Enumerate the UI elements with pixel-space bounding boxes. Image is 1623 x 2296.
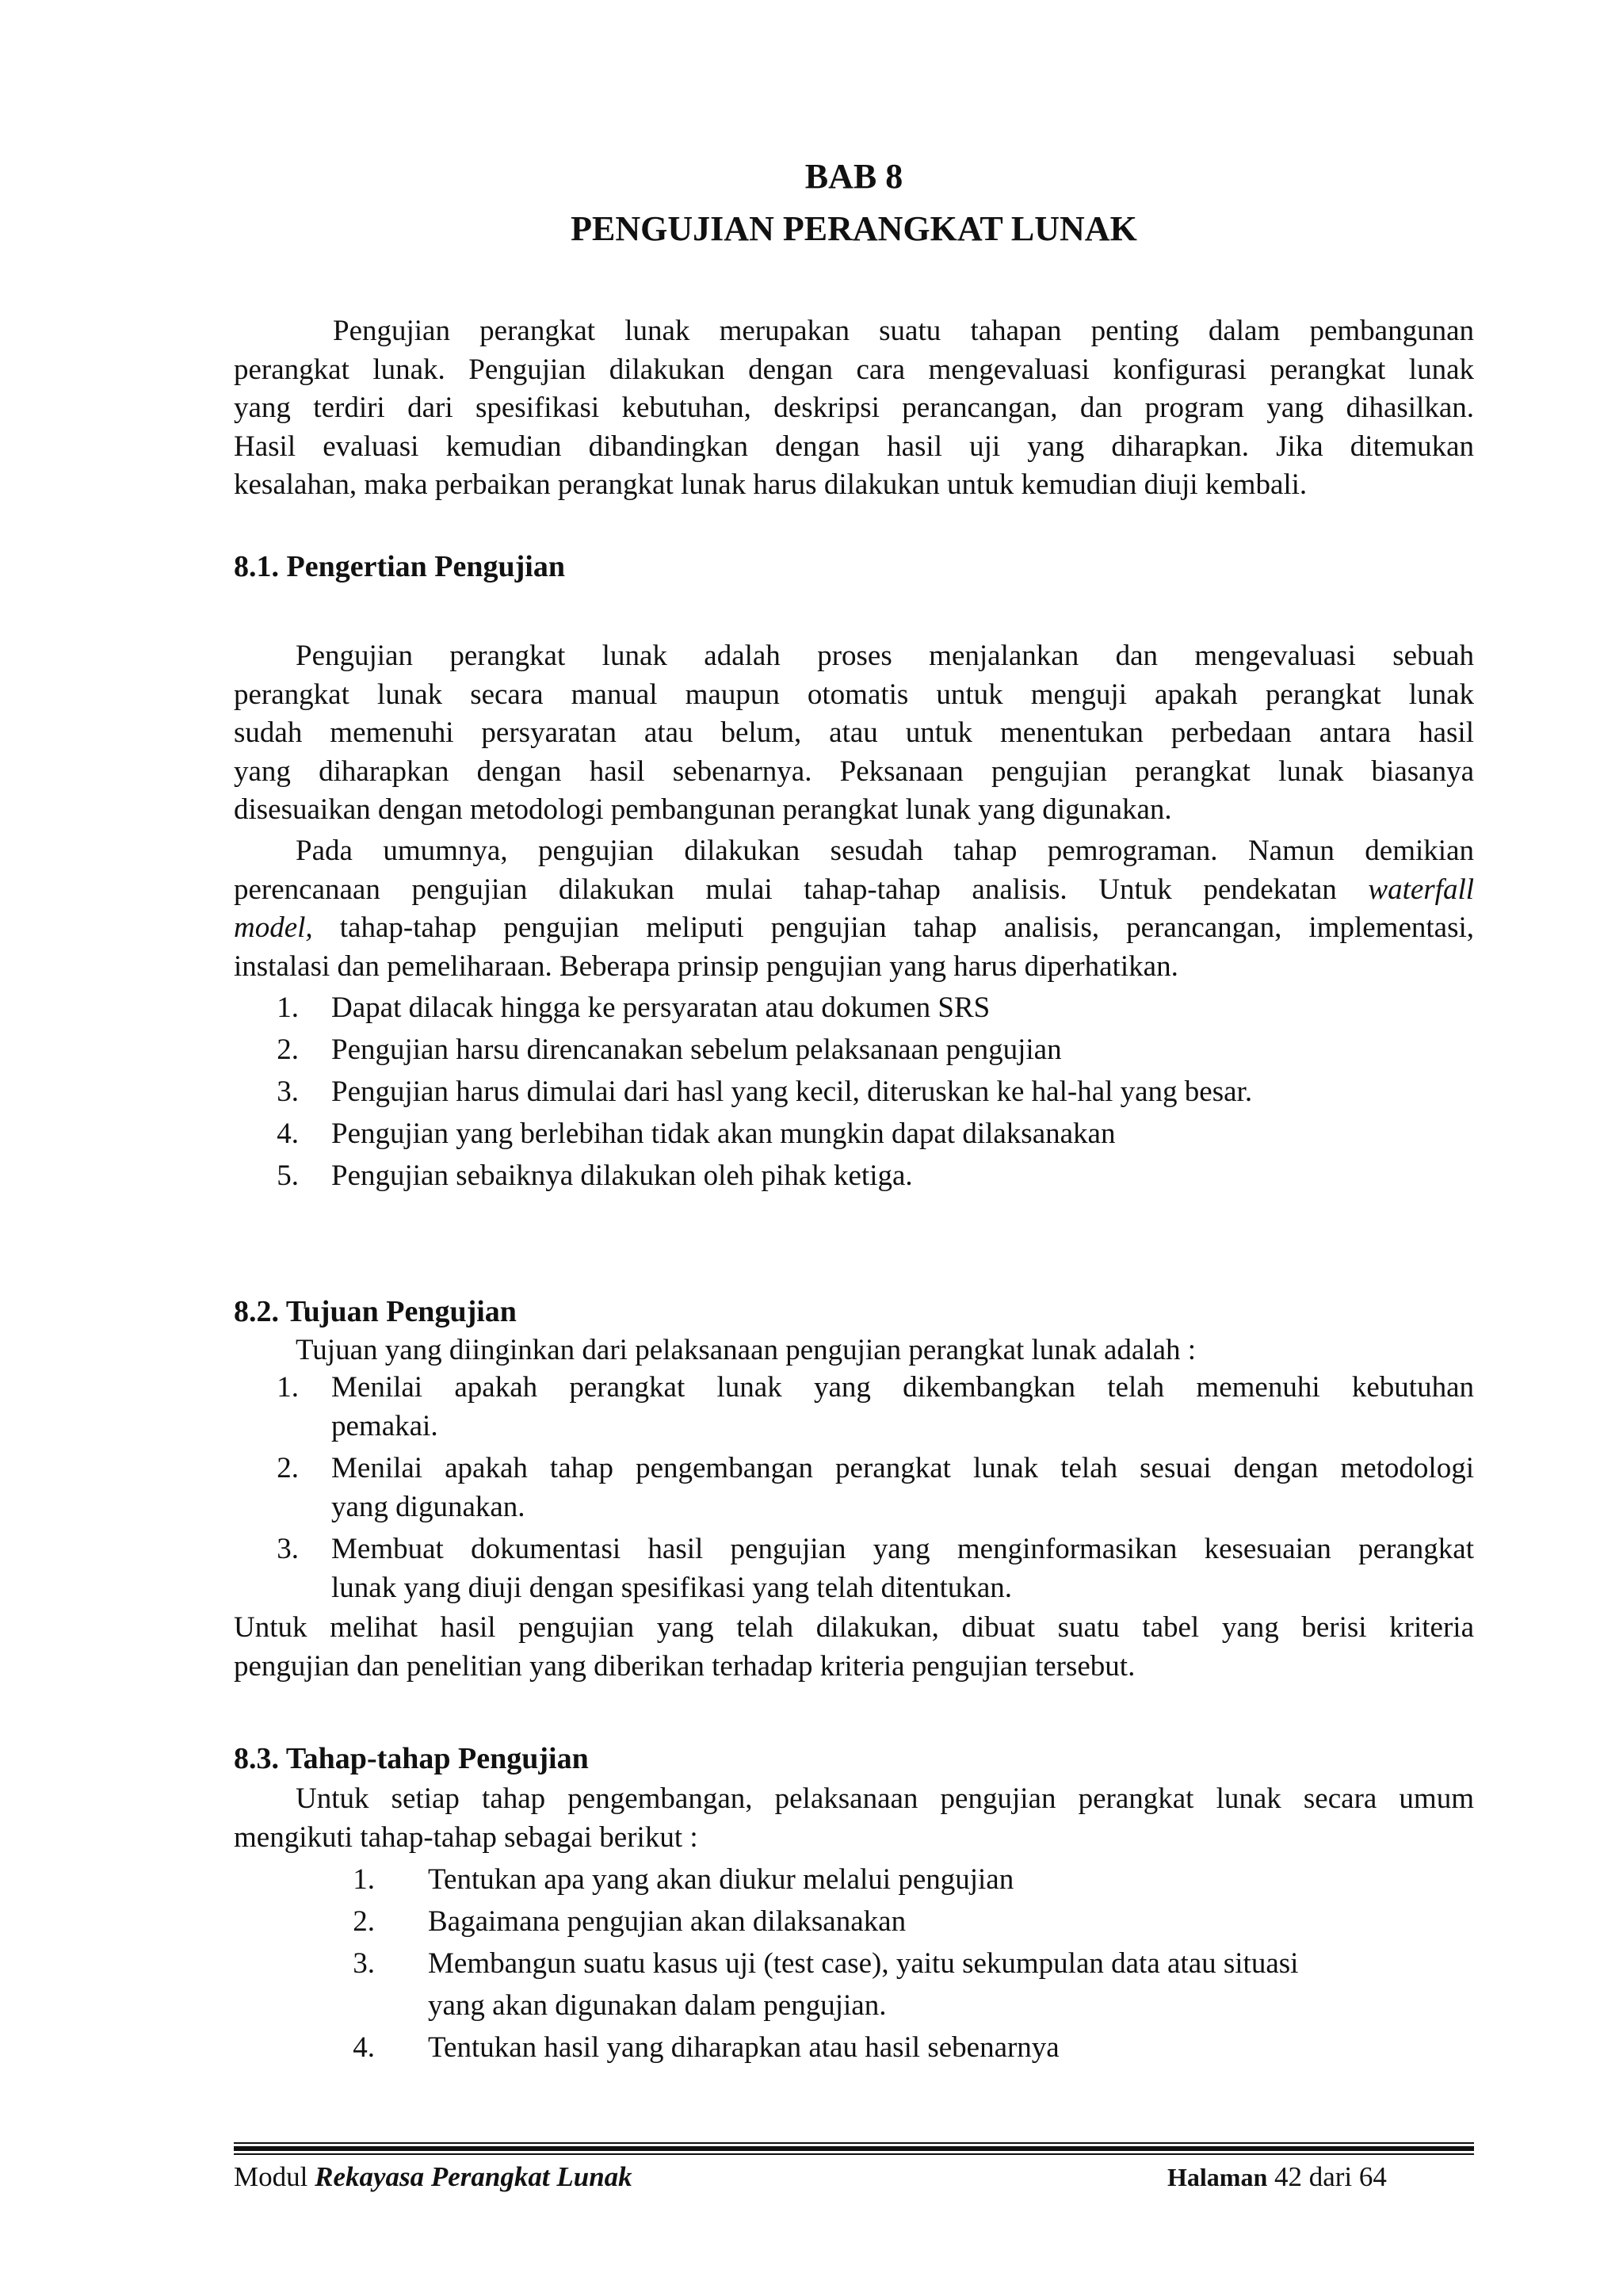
list-number: 4. [277, 1117, 299, 1150]
list-item [234, 1071, 1474, 1113]
text-line: Untuk melihat hasil pengujian yang telah dilakukan, dibuat suatu tabel yang berisi kriteria [234, 1611, 1474, 1644]
text-segment: perencanaan pengujian dilakukan mulai tahap-tahap analisis. Untuk pendekatan [234, 873, 1337, 906]
document-page [234, 0, 1474, 2296]
section-8-1-paragraph-1 [234, 637, 1474, 830]
list-number: 3. [277, 1075, 299, 1108]
list-number: 2. [353, 1905, 375, 1938]
list-text [331, 1450, 1474, 1526]
section-heading-8-3: 8.3. Tahap-tahap Pengujian [234, 1742, 589, 1775]
text-line: pengujian dan penelitian yang diberikan terhadap kriteria pengujian tersebut. [234, 1649, 1136, 1683]
list-number: 3. [353, 1947, 375, 1980]
text-line: instalasi dan pemeliharaan. Beberapa prinsip pengujian yang harus diperhatikan. [234, 949, 1178, 983]
italic-term: model, [234, 911, 313, 944]
list-text: Pengujian harus dimulai dari hasl yang kecil, diteruskan ke hal-hal yang besar. [331, 1075, 1253, 1108]
text-line: kesalahan, maka perbaikan perangkat lunak harus dilakukan untuk kemudian diuji kembali. [234, 468, 1308, 501]
list-item [234, 1859, 1474, 1901]
list-text [428, 1943, 1474, 2027]
list-text: Pengujian yang berlebihan tidak akan mungkin dapat dilaksanakan [331, 1117, 1116, 1150]
list-item [234, 1450, 1474, 1526]
text-line: perangkat lunak. Pengujian dilakukan dengan cara mengevaluasi konfigurasi perangkat lunak [234, 353, 1474, 386]
steps-list [234, 1859, 1474, 2069]
section-heading-8-2: 8.2. Tujuan Pengujian [234, 1295, 517, 1328]
section-8-3-lead [234, 1780, 1474, 1857]
footer-module-title: Rekayasa Perangkat Lunak [315, 2161, 632, 2192]
list-item [234, 1155, 1474, 1197]
text-line: Tujuan yang diinginkan dari pelaksanaan pengujian perangkat lunak adalah : [296, 1334, 1197, 1366]
text-line [234, 909, 1474, 948]
list-item [234, 1943, 1474, 2027]
list-item [234, 1029, 1474, 1071]
section-8-1-paragraph-2 [234, 832, 1474, 986]
section-heading-8-1: 8.1. Pengertian Pengujian [234, 550, 565, 583]
text-line: yang terdiri dari spesifikasi kebutuhan, deskripsi perancangan, dan program yang dihasilkan. [234, 392, 1474, 424]
list-text: Tentukan hasil yang diharapkan atau hasil sebenarnya [428, 2031, 1060, 2064]
text-line: yang digunakan. [331, 1490, 525, 1523]
footer-page-label: Halaman [1167, 2163, 1268, 2191]
text-line: pemakai. [331, 1409, 438, 1442]
text-line: Menilai apakah tahap pengembangan perangkat lunak telah sesuai dengan metodologi [331, 1452, 1474, 1484]
text-line: Menilai apakah perangkat lunak yang dikembangkan telah memenuhi kebutuhan [331, 1371, 1474, 1404]
list-number: 5. [277, 1159, 299, 1192]
footer-prefix: Modul [234, 2161, 315, 2192]
list-number: 2. [277, 1033, 299, 1066]
section-8-2-lead [234, 1331, 1474, 1370]
list-text [331, 1530, 1474, 1607]
list-item [234, 987, 1474, 1029]
list-item [234, 1113, 1474, 1155]
text-line: Membangun suatu kasus uji (test case), yaitu sekumpulan data atau situasi [428, 1947, 1299, 1980]
list-text: Pengujian harsu direncanakan sebelum pelaksanaan pengujian [331, 1033, 1062, 1066]
text-line: yang akan digunakan dalam pengujian. [428, 1989, 887, 2022]
text-segment: tahap-tahap pengujian meliputi pengujian tahap analisis, perancangan, implementasi, [339, 911, 1474, 944]
list-number: 1. [277, 1371, 299, 1404]
principles-list [234, 987, 1474, 1197]
text-line [234, 871, 1474, 910]
chapter-title: PENGUJIAN PERANGKAT LUNAK [571, 209, 1137, 248]
list-number: 1. [353, 1863, 375, 1896]
footer-page-info: 42 dari 64 [1267, 2161, 1387, 2192]
intro-paragraph [234, 312, 1474, 505]
list-text [331, 1369, 1474, 1446]
list-text: Tentukan apa yang akan diukur melalui pengujian [428, 1863, 1014, 1896]
text-line: Hasil evaluasi kemudian dibandingkan dengan hasil uji yang diharapkan. Jika ditemukan [234, 430, 1474, 463]
text-line: sudah memenuhi persyaratan atau belum, atau untuk menentukan perbedaan antara hasil [234, 716, 1474, 749]
list-item [234, 2027, 1474, 2069]
footer-rule [234, 2142, 1474, 2155]
text-line: Membuat dokumentasi hasil pengujian yang menginformasikan kesesuaian perangkat [331, 1533, 1474, 1565]
footer-module [234, 2159, 632, 2195]
list-text: Dapat dilacak hingga ke persyaratan atau dokumen SRS [331, 991, 991, 1024]
text-line: Pengujian perangkat lunak adalah proses menjalankan dan mengevaluasi sebuah [296, 640, 1474, 672]
list-number: 3. [277, 1533, 299, 1565]
list-item [234, 1901, 1474, 1943]
footer-page-number [1167, 2159, 1387, 2195]
section-8-2-closing [234, 1609, 1474, 1686]
text-line: yang diharapkan dengan hasil sebenarnya. Peksanaan pengujian perangkat lunak biasanya [234, 755, 1474, 788]
text-line: Untuk setiap tahap pengembangan, pelaksanaan pengujian perangkat lunak secara umum [296, 1782, 1474, 1815]
italic-term: waterfall [1368, 873, 1475, 906]
list-item [234, 1530, 1474, 1607]
list-text: Bagaimana pengujian akan dilaksanakan [428, 1905, 907, 1938]
list-number: 4. [353, 2031, 375, 2064]
text-line: Pada umumnya, pengujian dilakukan sesudah tahap pemrograman. Namun demikian [296, 835, 1474, 867]
text-line: mengikuti tahap-tahap sebagai berikut : [234, 1820, 698, 1854]
text-line: disesuaikan dengan metodologi pembangunan perangkat lunak yang digunakan. [234, 793, 1172, 826]
text-line: perangkat lunak secara manual maupun otomatis untuk menguji apakah perangkat lunak [234, 678, 1474, 711]
list-text: Pengujian sebaiknya dilakukan oleh pihak ketiga. [331, 1159, 913, 1192]
goals-list [234, 1369, 1474, 1607]
chapter-label: BAB 8 [804, 157, 903, 196]
text-line: Pengujian perangkat lunak merupakan suatu tahapan penting dalam pembangunan [333, 315, 1474, 347]
list-item [234, 1369, 1474, 1446]
text-line: lunak yang diuji dengan spesifikasi yang telah ditentukan. [331, 1571, 1013, 1604]
list-number: 2. [277, 1452, 299, 1484]
list-number: 1. [277, 991, 299, 1024]
